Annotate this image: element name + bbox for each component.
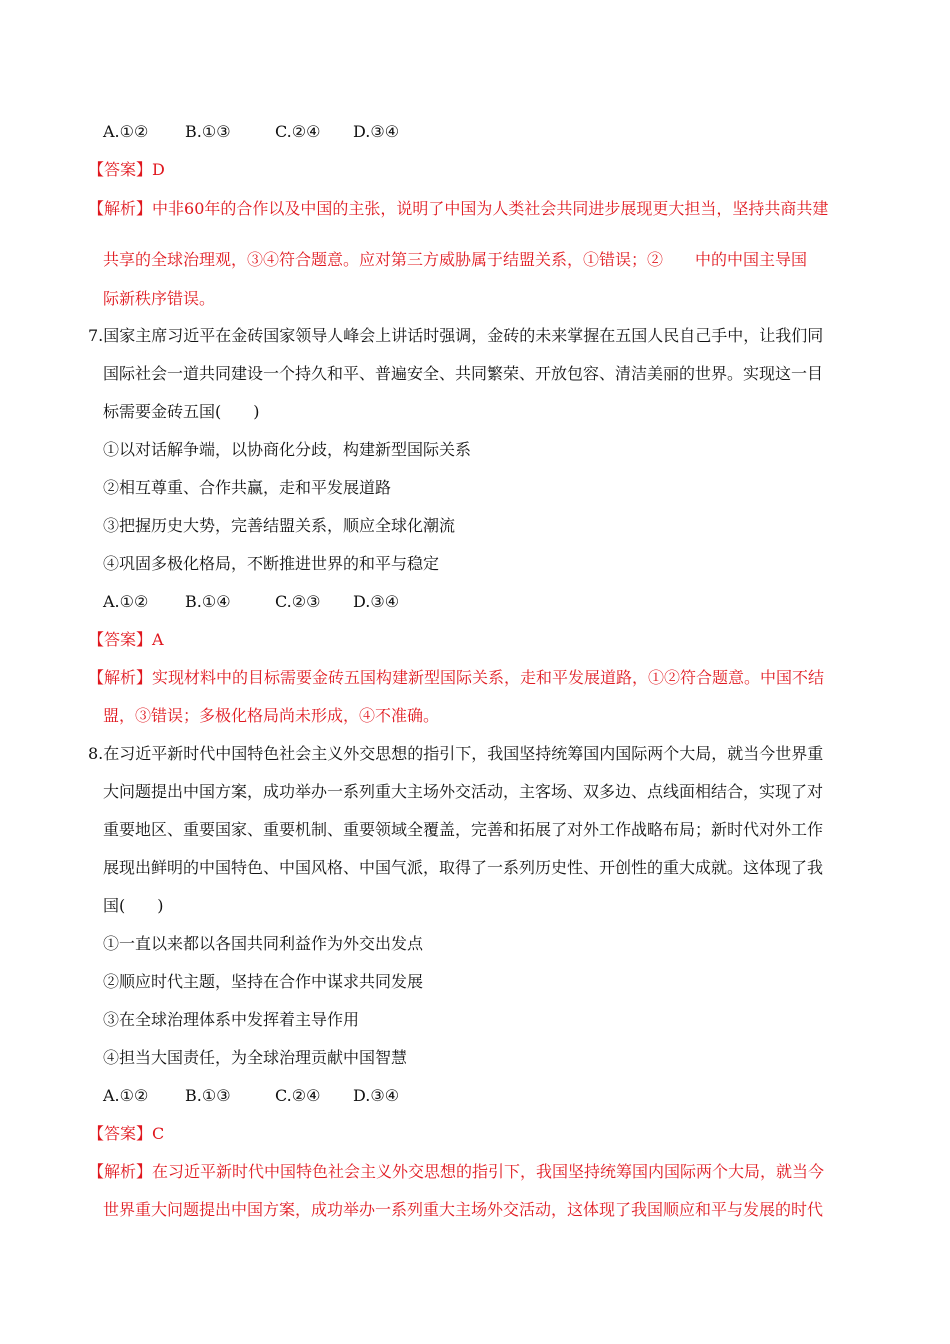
option-d: D.③④: [353, 592, 400, 611]
analysis-text: 中非60年的合作以及中国的主张，说明了中国为人类社会共同进步展现更大担当，坚持共商共建: [152, 199, 829, 218]
analysis-tag: 【解析】: [88, 199, 153, 218]
option-a: A.①②: [103, 122, 149, 141]
analysis-text: 在习近平新时代中国特色社会主义外交思想的指引下，我国坚持统筹国内国际两个大局，就当今: [152, 1162, 825, 1181]
q7-stem-line-2: 国际社会一道共同建设一个持久和平、普遍安全、共同繁荣、开放包容、清洁美丽的世界。实现这一目: [103, 364, 824, 383]
q8-item-3: ③在全球治理体系中发挥着主导作用: [103, 1010, 360, 1029]
q7-answer: 【答案】A: [88, 630, 164, 649]
q8-item-2: ②顺应时代主题，坚持在合作中谋求共同发展: [103, 972, 424, 991]
q8-item-4: ④担当大国责任，为全球治理贡献中国智慧: [103, 1048, 408, 1067]
q7-item-4: ④巩固多极化格局，不断推进世界的和平与稳定: [103, 554, 440, 573]
option-d: D.③④: [353, 1086, 400, 1105]
option-b: B.①③: [185, 1086, 231, 1105]
analysis-text: 实现材料中的目标需要金砖五国构建新型国际关系，走和平发展道路，①②符合题意。中国不结: [152, 668, 825, 687]
q7-analysis-line-2: 盟，③错误；多极化格局尚未形成，④不准确。: [103, 706, 440, 725]
q7-stem-line-3: 标需要金砖五国( ): [103, 402, 260, 421]
q8-stem-line-2: 大问题提出中国方案，成功举办一系列重大主场外交活动，主客场、双多边、点线面相结合，实现了对: [103, 782, 824, 801]
q7-item-2: ②相互尊重、合作共赢，走和平发展道路: [103, 478, 392, 497]
q7-item-3: ③把握历史大势，完善结盟关系，顺应全球化潮流: [103, 516, 456, 535]
option-b: B.①③: [185, 122, 231, 141]
analysis-tag: 【解析】: [88, 1162, 153, 1181]
q8-stem-line-4: 展现出鲜明的中国特色、中国风格、中国气派，取得了一系列历史性、开创性的重大成就。这体现了我: [103, 858, 824, 877]
q8-analysis-line-2: 世界重大问题提出中国方案，成功举办一系列重大主场外交活动，这体现了我国顺应和平与发展的时代: [103, 1200, 824, 1219]
q6-answer: 【答案】D: [88, 160, 165, 179]
q6-analysis-line-2: 共享的全球治理观，③④符合题意。应对第三方威胁属于结盟关系，①错误；② 中的中国主导国: [103, 250, 808, 269]
q8-options: [103, 1086, 399, 1106]
q8-item-1: ①一直以来都以各国共同利益作为外交出发点: [103, 934, 424, 953]
q7-stem-line-1: 7.国家主席习近平在金砖国家领导人峰会上讲话时强调，金砖的未来掌握在五国人民自己手中，让我们同: [88, 326, 824, 345]
q8-stem-line-3: 重要地区、重要国家、重要机制、重要领域全覆盖，完善和拓展了对外工作战略布局；新时代对外工作: [103, 820, 824, 839]
q6-options: [103, 122, 399, 142]
option-a: A.①②: [103, 1086, 149, 1105]
q6-analysis-line-3: 际新秩序错误。: [103, 289, 216, 308]
option-b: B.①④: [185, 592, 231, 611]
q6-analysis-line-1: [88, 199, 828, 219]
q8-analysis-line-1: [88, 1162, 824, 1182]
q8-stem-line-1: 8.在习近平新时代中国特色社会主义外交思想的指引下，我国坚持统筹国内国际两个大局，就当今世界重: [88, 744, 824, 763]
option-c: C.②④: [275, 1086, 321, 1105]
q8-answer: 【答案】C: [88, 1124, 165, 1143]
option-c: C.②④: [275, 122, 321, 141]
option-d: D.③④: [353, 122, 400, 141]
analysis-tag: 【解析】: [88, 668, 153, 687]
q7-options: [103, 592, 399, 612]
q7-analysis-line-1: [88, 668, 824, 688]
q7-item-1: ①以对话解争端，以协商化分歧，构建新型国际关系: [103, 440, 472, 459]
option-a: A.①②: [103, 592, 149, 611]
option-c: C.②③: [275, 592, 321, 611]
q8-stem-line-5: 国( ): [103, 896, 164, 915]
